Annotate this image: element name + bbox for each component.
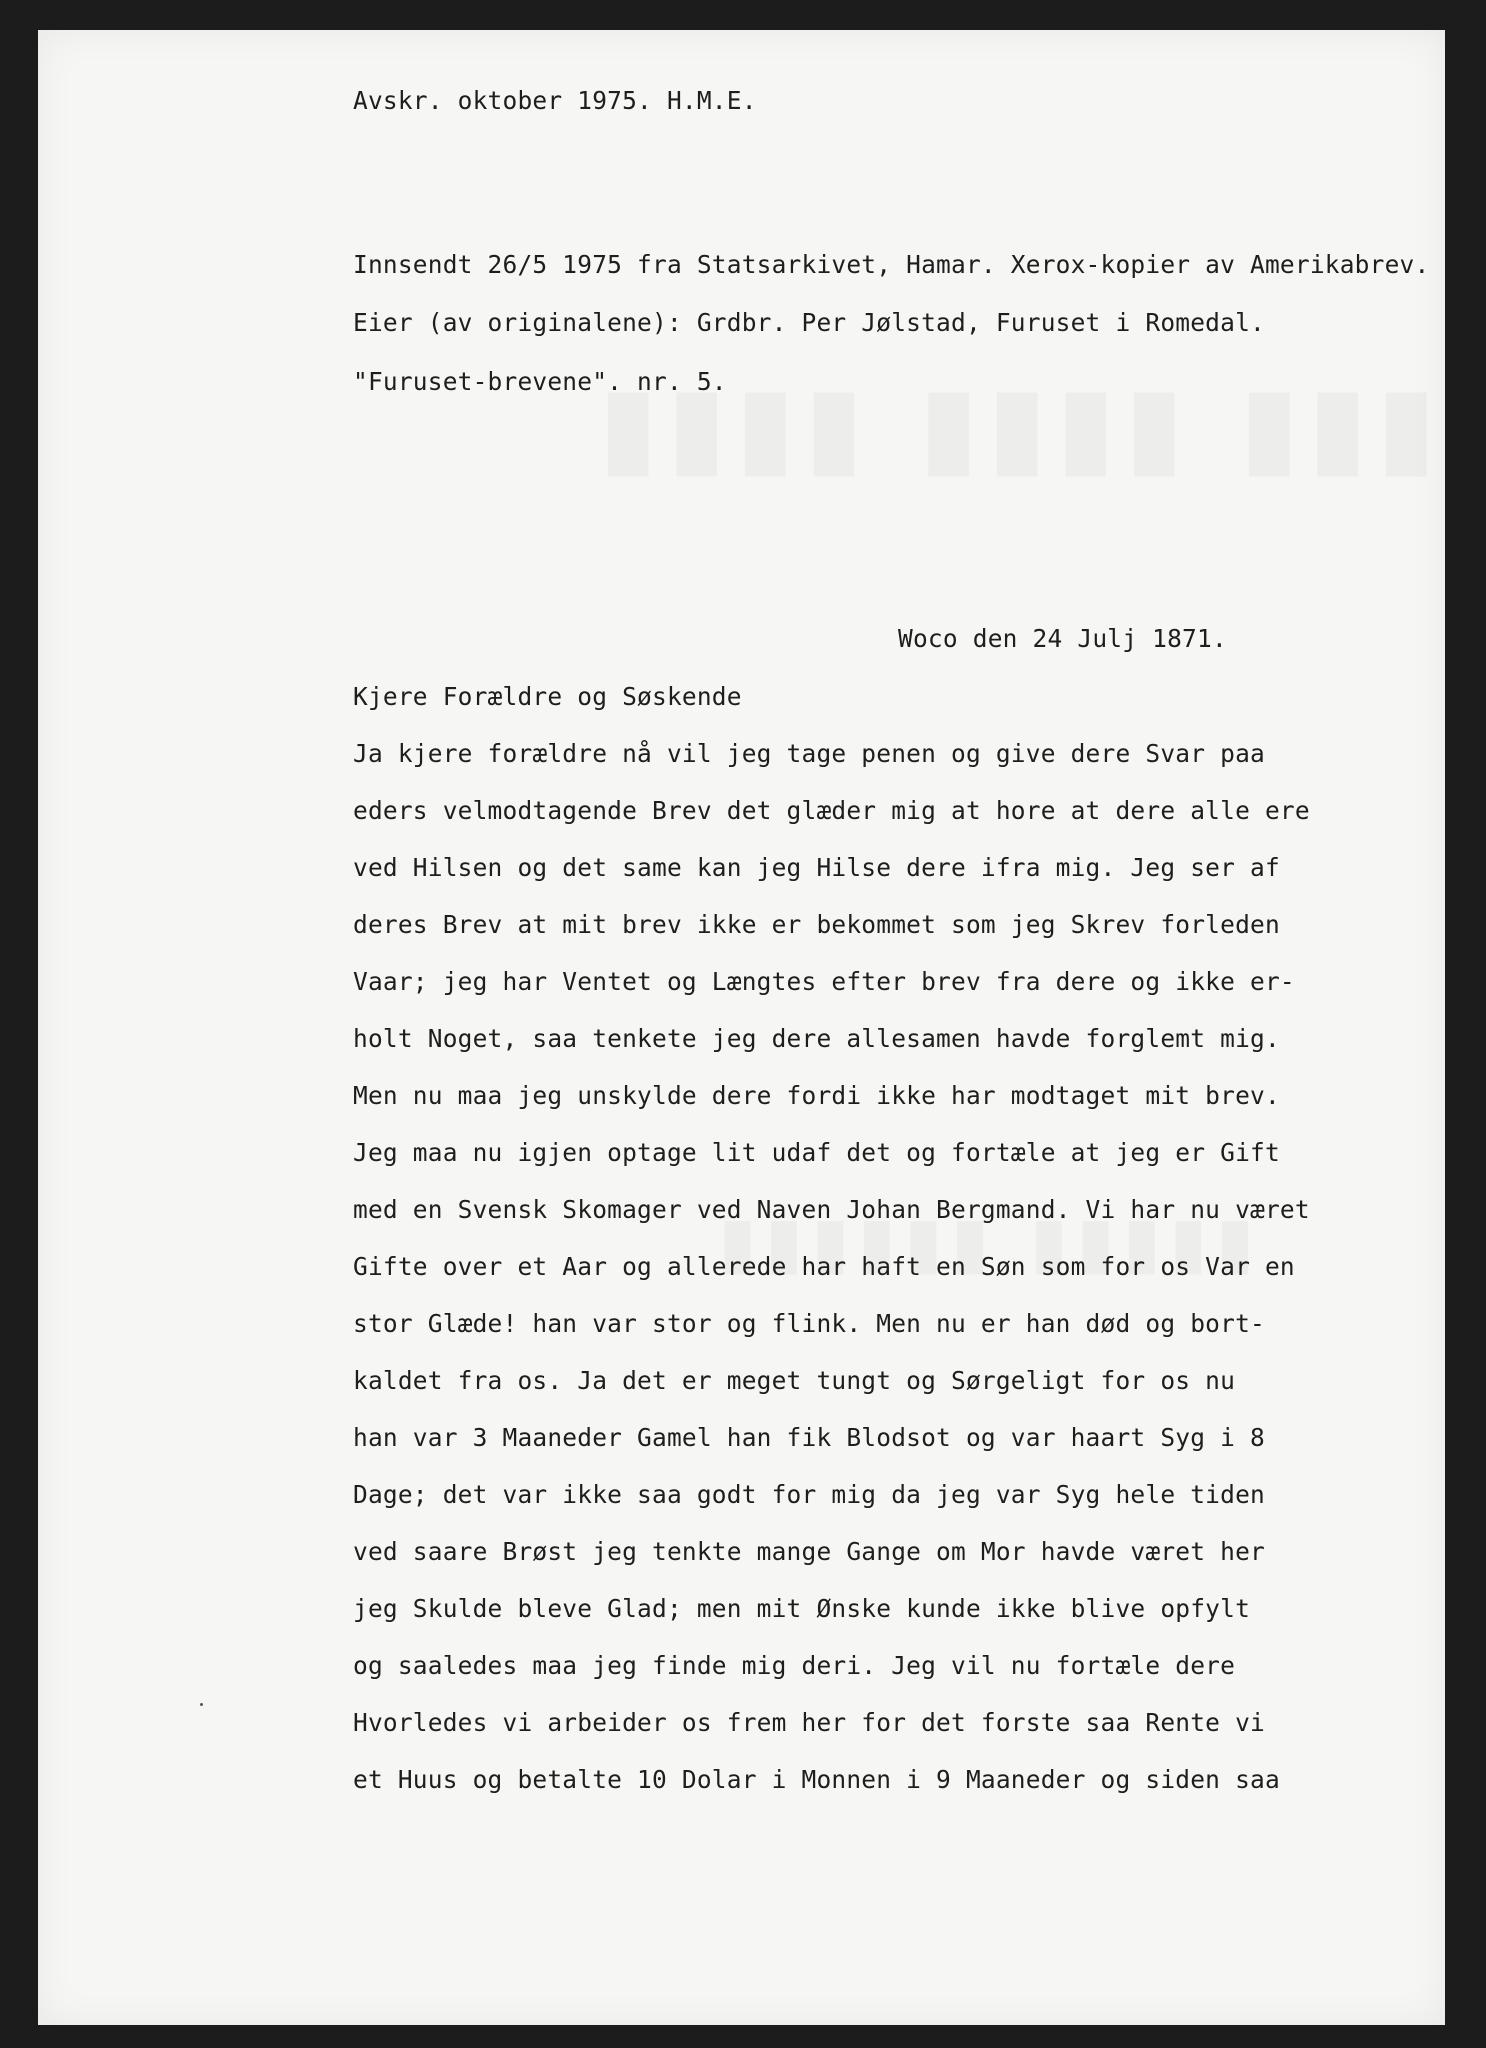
letter-line: et Huus og betalte 10 Dolar i Monnen i 9 Maaneder og siden saa	[353, 1765, 1280, 1794]
source-line-1: Innsendt 26/5 1975 fra Statsarkivet, Hamar. Xerox-kopier av Amerikabrev.	[353, 250, 1430, 279]
source-line-3: "Furuset-brevene". nr. 5.	[353, 367, 727, 396]
transcription-note: Avskr. oktober 1975. H.M.E.	[353, 86, 757, 115]
letter-line: Hvorledes vi arbeider os frem her for det forste saa Rente vi	[353, 1708, 1265, 1737]
letter-line: holt Noget, saa tenkete jeg dere allesamen havde forglemt mig.	[353, 1024, 1280, 1053]
letter-line: ved saare Brøst jeg tenkte mange Gange om Mor havde været her	[353, 1537, 1265, 1566]
source-line-2: Eier (av originalene): Grdbr. Per Jølstad, Furuset i Romedal.	[353, 308, 1265, 337]
letter-line: med en Svensk Skomager ved Naven Johan Bergmand. Vi har nu været	[353, 1195, 1310, 1224]
letter-line: Men nu maa jeg unskylde dere fordi ikke har modtaget mit brev.	[353, 1081, 1280, 1110]
paper-speck	[200, 1703, 203, 1706]
letter-line: Jeg maa nu igjen optage lit udaf det og fortæle at jeg er Gift	[353, 1138, 1280, 1167]
paper-sheet	[38, 30, 1445, 2025]
letter-line: jeg Skulde bleve Glad; men mit Ønske kunde ikke blive opfylt	[353, 1594, 1251, 1623]
letter-line: Ja kjere forældre nå vil jeg tage penen og give dere Svar paa	[353, 739, 1265, 768]
letter-line: og saaledes maa jeg finde mig deri. Jeg vil nu fortæle dere	[353, 1651, 1236, 1680]
letter-line: stor Glæde! han var stor og flink. Men nu er han død og bort-	[353, 1309, 1265, 1338]
letter-place-date: Woco den 24 Julj 1871.	[898, 624, 1227, 653]
letter-line: deres Brev at mit brev ikke er bekommet som jeg Skrev forleden	[353, 910, 1280, 939]
letter-line: Vaar; jeg har Ventet og Længtes efter brev fra dere og ikke er-	[353, 967, 1295, 996]
letter-line: kaldet fra os. Ja det er meget tungt og Sørgeligt for os nu	[353, 1366, 1236, 1395]
letter-salutation: Kjere Forældre og Søskende	[353, 682, 742, 711]
letter-line: han var 3 Maaneder Gamel han fik Blodsot og var haart Syg i 8	[353, 1423, 1265, 1452]
letter-line: ved Hilsen og det same kan jeg Hilse dere ifra mig. Jeg ser af	[353, 853, 1280, 882]
letter-line: eders velmodtagende Brev det glæder mig at hore at dere alle ere	[353, 796, 1310, 825]
letter-line: Gifte over et Aar og allerede har haft en Søn som for os Var en	[353, 1252, 1295, 1281]
letter-line: Dage; det var ikke saa godt for mig da jeg var Syg hele tiden	[353, 1480, 1265, 1509]
